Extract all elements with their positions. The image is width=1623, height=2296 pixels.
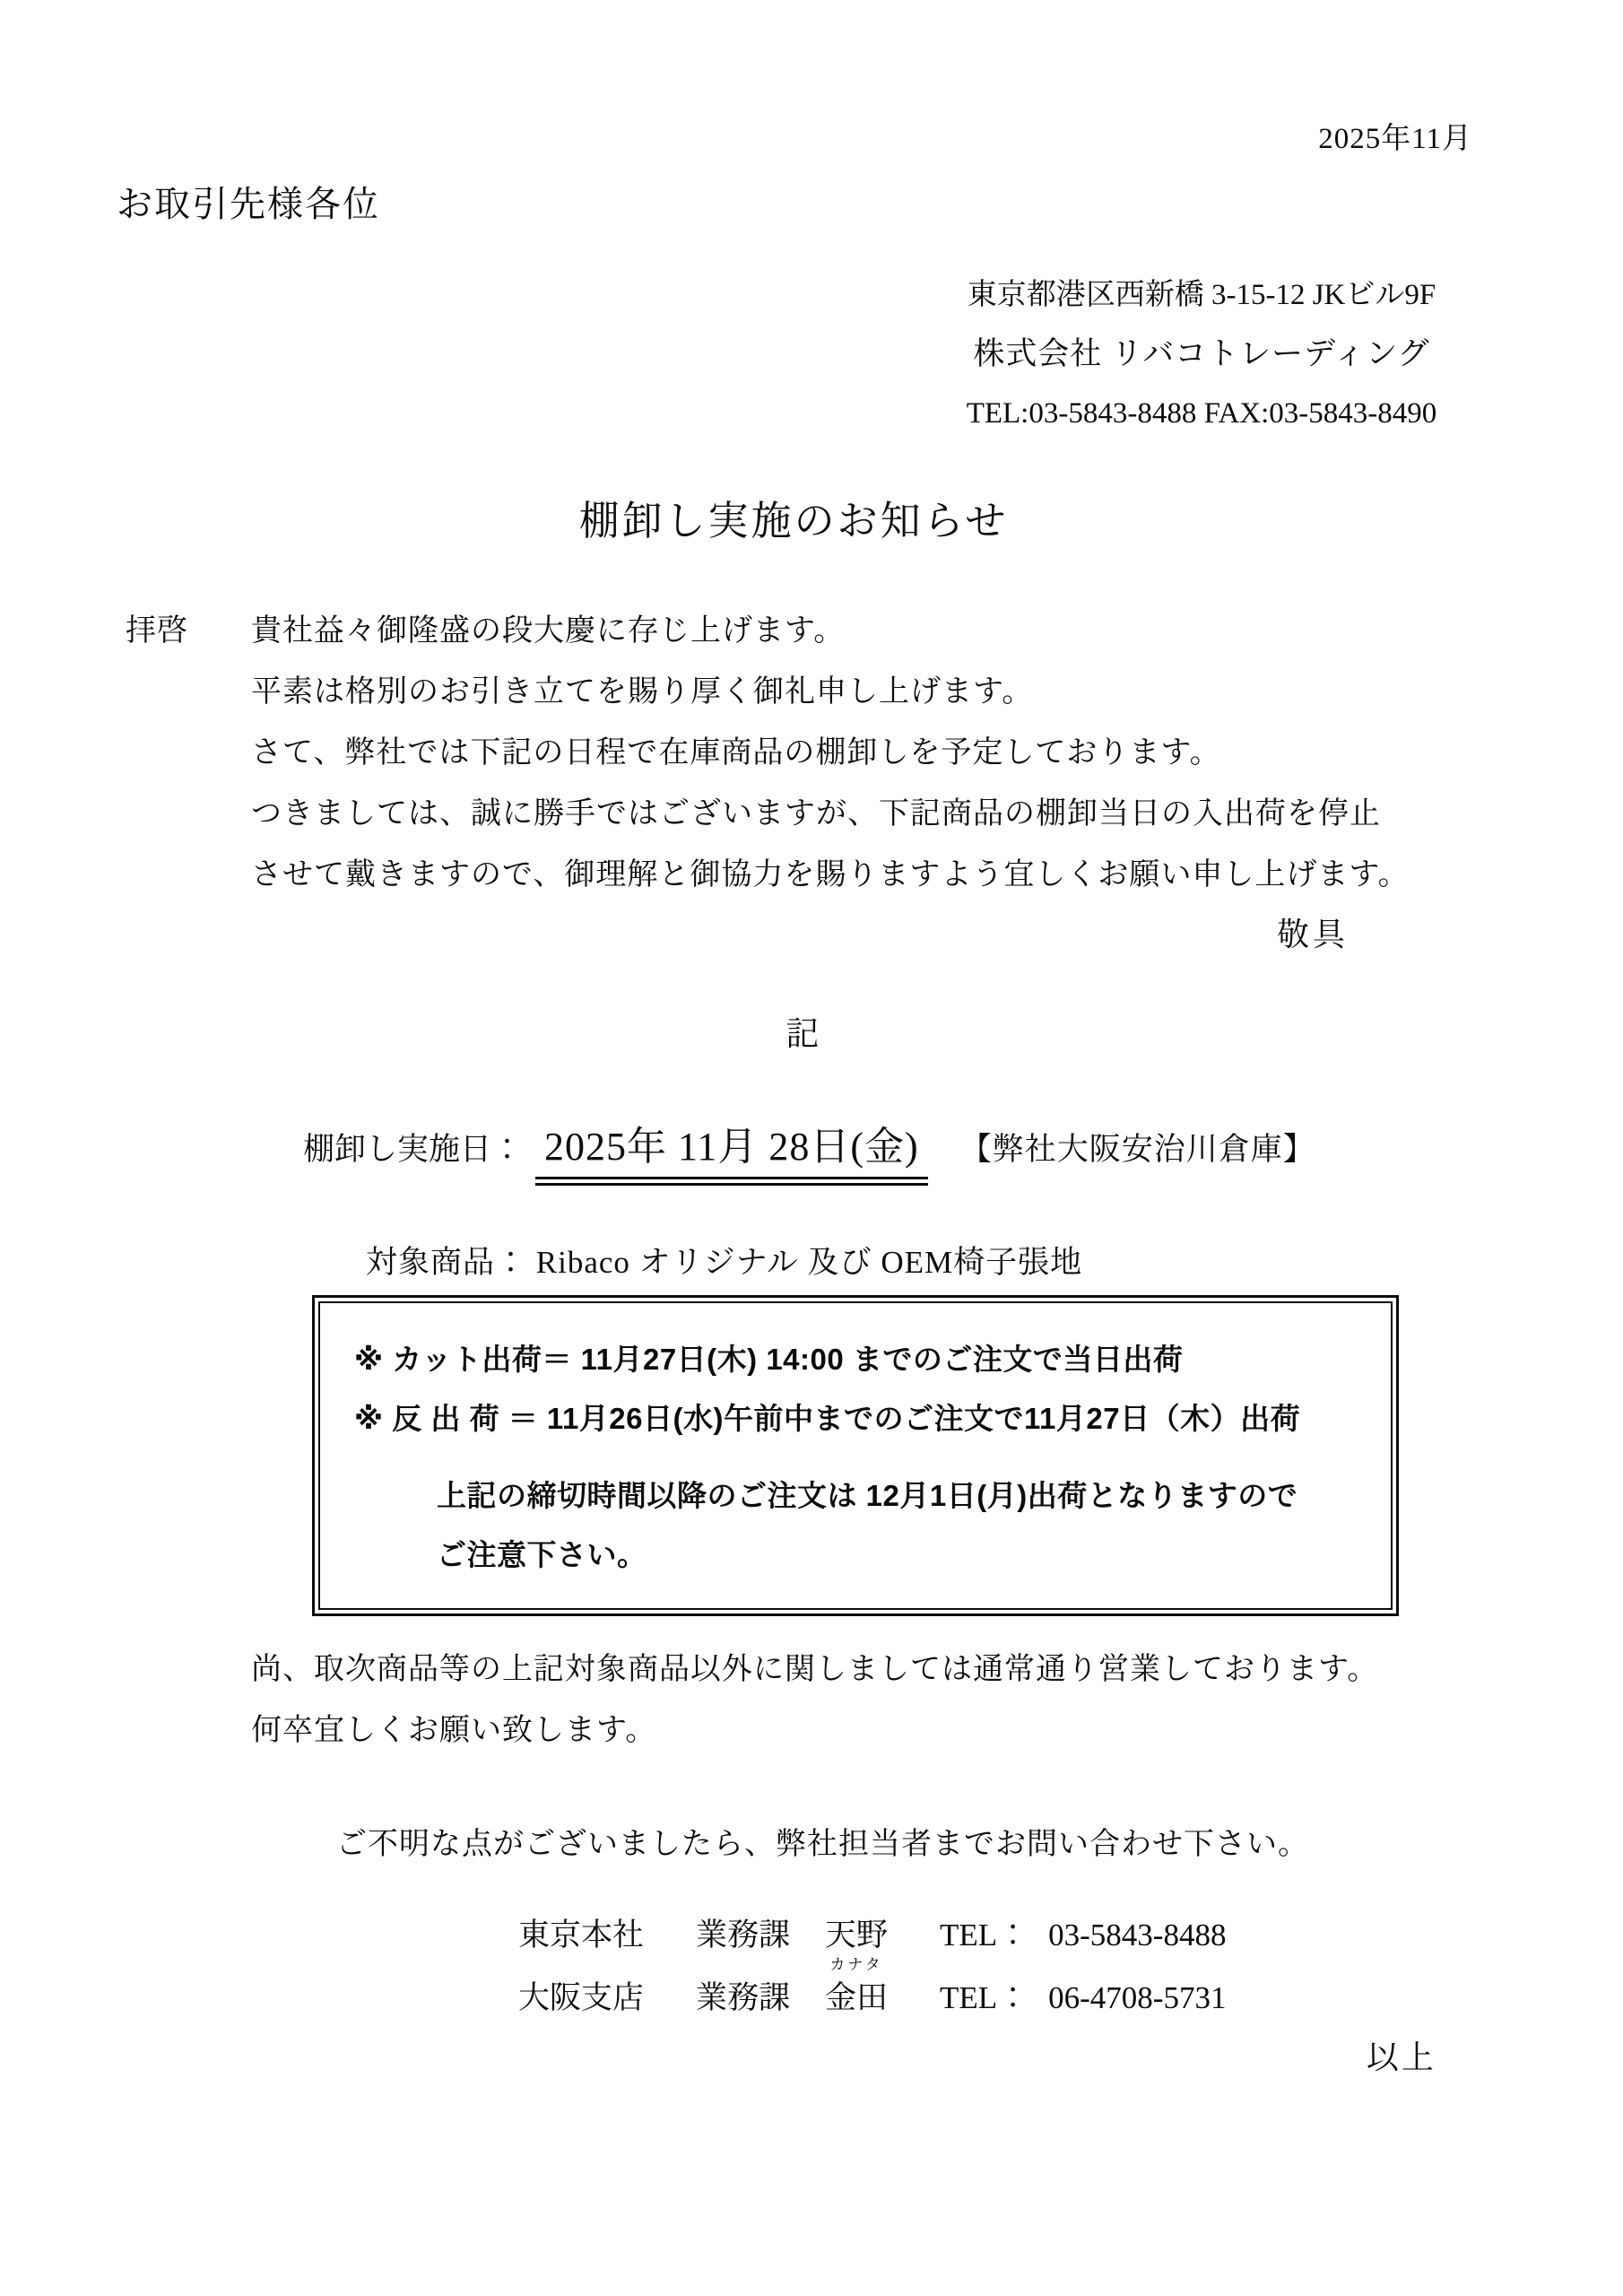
contact-department: 業務課 xyxy=(696,1980,791,2015)
contact-department: 業務課 xyxy=(696,1918,791,1952)
contact-person xyxy=(825,1910,940,1955)
supplement-line: 何卒宜しくお願い致します。 xyxy=(251,1714,657,1747)
inquiry-note: ご不明な点がございましたら、弊社担当者までお問い合わせ下さい。 xyxy=(336,1828,1309,1861)
body-line xyxy=(126,601,1524,662)
target-products-line: 対象商品： Ribaco オリジナル 及び OEM椅子張地 xyxy=(366,1245,1083,1280)
notice-cut-shipping: ※ カット出荷＝ 11月27日(木) 14:00 までのご注文で当日出荷 xyxy=(354,1343,1184,1376)
contact-tel-label: TEL： xyxy=(940,1918,1029,1952)
contact-row-osaka xyxy=(518,1956,1227,2036)
record-marker: 記 xyxy=(785,1016,820,1053)
issue-date: 2025年11月 xyxy=(1318,123,1472,155)
letter-title: 棚卸し実施のお知らせ xyxy=(578,499,1009,544)
supplement-line: 尚、取次商品等の上記対象商品以外に関しましては通常通り営業しております。 xyxy=(251,1653,1379,1686)
sender-company: 株式会社 リバコトレーディング xyxy=(973,336,1430,371)
supplement-block xyxy=(251,1639,1551,1761)
contact-tel-number: 06-4708-5731 xyxy=(1048,1980,1227,2015)
inventory-label: 棚卸し実施日： xyxy=(303,1132,524,1167)
contacts-block xyxy=(518,1910,1226,2036)
notice-caution-note: ご注意下さい。 xyxy=(437,1538,647,1571)
contact-person-name: 天野 xyxy=(825,1918,889,1952)
contact-tel-number: 03-5843-8488 xyxy=(1048,1918,1227,1952)
notice-deadline-note: 上記の締切時間以降のご注文は 12月1日(月)出荷となりますので xyxy=(437,1479,1298,1512)
recipient-line: お取引先様各位 xyxy=(117,184,380,224)
body-line: させて戴きますので、御理解と御協力を賜りますよう宜しくお願い申し上げます。 xyxy=(251,858,1410,891)
contact-tel-label: TEL： xyxy=(940,1980,1029,2015)
body-line: さて、弊社では下記の日程で在庫商品の棚卸しを予定しております。 xyxy=(251,736,1221,770)
notice-roll-shipping: ※ 反 出 荷 ＝ 11月26日(水)午前中までのご注文で11月27日（木）出荷 xyxy=(354,1402,1301,1435)
inventory-location: 【弊社大阪安治川倉庫】 xyxy=(959,1132,1315,1167)
contact-office: 大阪支店 xyxy=(518,1980,645,2015)
body-line: つきましては、誠に勝手ではございますが、下記商品の棚卸当日の入出荷を停止 xyxy=(251,797,1381,831)
notice-gap xyxy=(354,1448,1373,1466)
shipping-notice-inner xyxy=(318,1301,1393,1610)
shipping-notice-box xyxy=(312,1295,1399,1616)
inventory-date-line xyxy=(303,1114,1315,1186)
contact-person-name: カナタ 金田 xyxy=(825,1973,888,2018)
sender-block xyxy=(915,265,1488,443)
contact-office: 東京本社 xyxy=(518,1918,645,1952)
end-marker: 以上 xyxy=(1366,2039,1436,2075)
letter-body xyxy=(126,601,1524,906)
contact-person xyxy=(825,1956,940,2018)
sender-tel-fax: TEL:03-5843-8488 FAX:03-5843-8490 xyxy=(966,397,1437,430)
inventory-date: 2025年 11月 28日(金) xyxy=(535,1114,928,1186)
sender-address: 東京都港区西新橋 3-15-12 JKビル9F xyxy=(967,279,1436,311)
salutation: 拝啓 xyxy=(126,614,188,648)
closing-keigu: 敬具 xyxy=(1276,917,1349,952)
body-line-text: 貴社益々御隆盛の段大慶に存じ上げます。 xyxy=(251,614,846,648)
body-line: 平素は格別のお引き立てを賜り厚く御礼申し上げます。 xyxy=(251,675,1034,709)
contact-furigana: カナタ xyxy=(829,1956,883,1973)
